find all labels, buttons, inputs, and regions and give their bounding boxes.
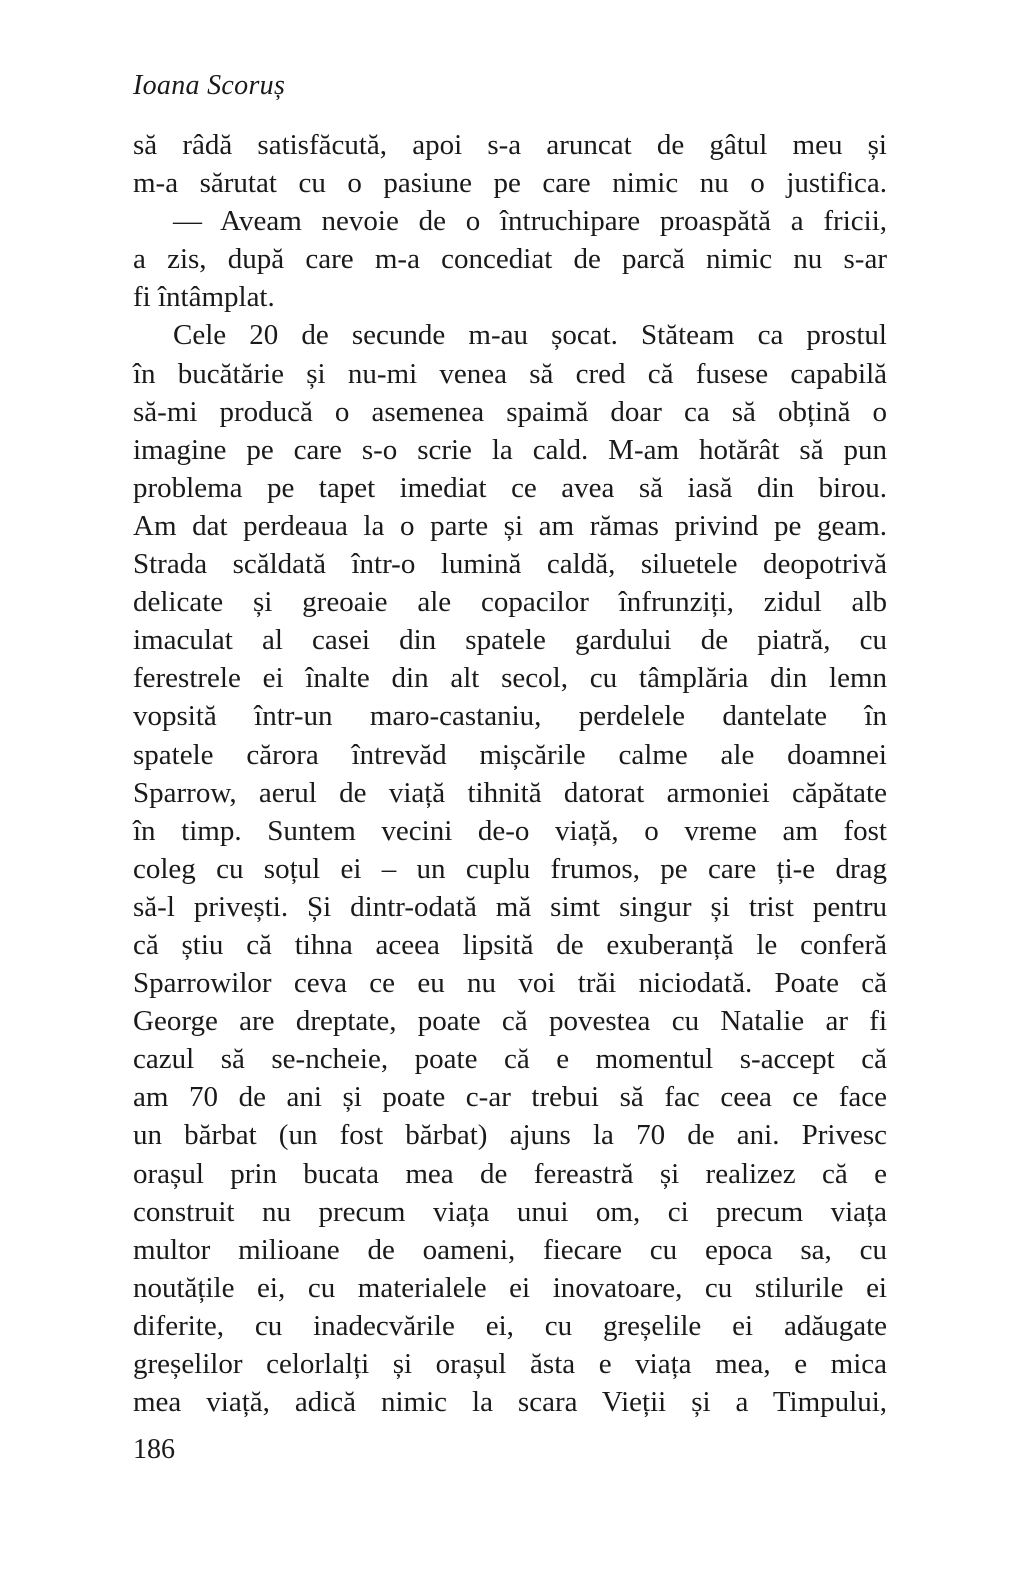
text-line: greșelilor celorlalți și orașul ăsta e viața mea, e mica xyxy=(133,1348,887,1380)
text-line: în bucătărie și nu-mi venea să cred că fusese capabilă xyxy=(133,357,887,390)
text-line: în timp. Suntem vecini de-o viață, o vreme am fost xyxy=(133,814,887,847)
text-line: multor milioane de oameni, fiecare cu epoca sa, cu xyxy=(133,1233,887,1266)
text-line: ferestrele ei înalte din alt secol, cu tâmplăria din lemn xyxy=(133,662,887,695)
text-line: Sparrowilor ceva ce eu nu voi trăi niciodată. Poate că xyxy=(133,967,887,1000)
text-line: am 70 de ani și poate c-ar trebui să fac ceea ce face xyxy=(133,1081,887,1114)
text-line: — Aveam nevoie de o întruchipare proaspătă a fricii, xyxy=(173,205,887,238)
running-head: Ioana Scoruș xyxy=(133,70,286,101)
text-line: diferite, cu inadecvările ei, cu greșelile ei adăugate xyxy=(133,1309,887,1342)
text-line: imagine pe care s-o scrie la cald. M-am hotărât să pun xyxy=(133,433,887,466)
text-line: să-mi producă o asemenea spaimă doar ca să obțină o xyxy=(133,395,887,428)
text-line: coleg cu soțul ei – un cuplu frumos, pe care ți-e drag xyxy=(133,852,887,885)
text-line: mea viață, adică nimic la scara Vieții și a Timpului, xyxy=(133,1386,887,1419)
text-line: Strada scăldată într-o lumină caldă, siluetele deopotrivă xyxy=(133,548,887,581)
text-line: vopsită într-un maro-castaniu, perdelele dantelate în xyxy=(133,700,887,733)
text-line: construit nu precum viața unui om, ci precum viața xyxy=(133,1195,887,1228)
page-number: 186 xyxy=(133,1434,175,1465)
text-line: a zis, după care m-a concediat de parcă nimic nu s-ar xyxy=(133,243,887,276)
text-line: m-a sărutat cu o pasiune pe care nimic nu o justifica. xyxy=(133,167,887,200)
text-line: fi întâmplat. xyxy=(133,281,275,314)
text-line: noutățile ei, cu materialele ei inovatoare, cu stilurile ei xyxy=(133,1271,887,1304)
text-line: să-l privești. Și dintr-odată mă simt singur și trist pentru xyxy=(133,890,887,923)
text-line: spatele cărora întrevăd mișcările calme ale doamnei xyxy=(133,738,887,771)
text-line: imaculat al casei din spatele gardului de piatră, cu xyxy=(133,624,887,657)
text-line: un bărbat (un fost bărbat) ajuns la 70 de ani. Privesc xyxy=(133,1119,887,1152)
text-line: problema pe tapet imediat ce avea să iasă din birou. xyxy=(133,471,887,504)
text-line: că știu că tihna aceea lipsită de exuberanță le conferă xyxy=(133,928,887,961)
text-line: Sparrow, aerul de viață tihnită datorat armoniei căpătate xyxy=(133,776,887,809)
text-line: să râdă satisfăcută, apoi s-a aruncat de gâtul meu și xyxy=(133,129,887,161)
text-line: George are dreptate, poate că povestea cu Natalie ar fi xyxy=(133,1005,887,1038)
text-line: Cele 20 de secunde m-au șocat. Stăteam ca prostul xyxy=(173,319,887,352)
text-line: orașul prin bucata mea de fereastră și realizez că e xyxy=(133,1157,887,1190)
body-text xyxy=(133,126,887,1421)
text-line: cazul să se-ncheie, poate că e momentul s-accept că xyxy=(133,1043,887,1076)
text-line: delicate și greoaie ale copacilor înfrunziți, zidul alb xyxy=(133,586,887,619)
text-line: Am dat perdeaua la o parte și am rămas privind pe geam. xyxy=(133,509,887,542)
